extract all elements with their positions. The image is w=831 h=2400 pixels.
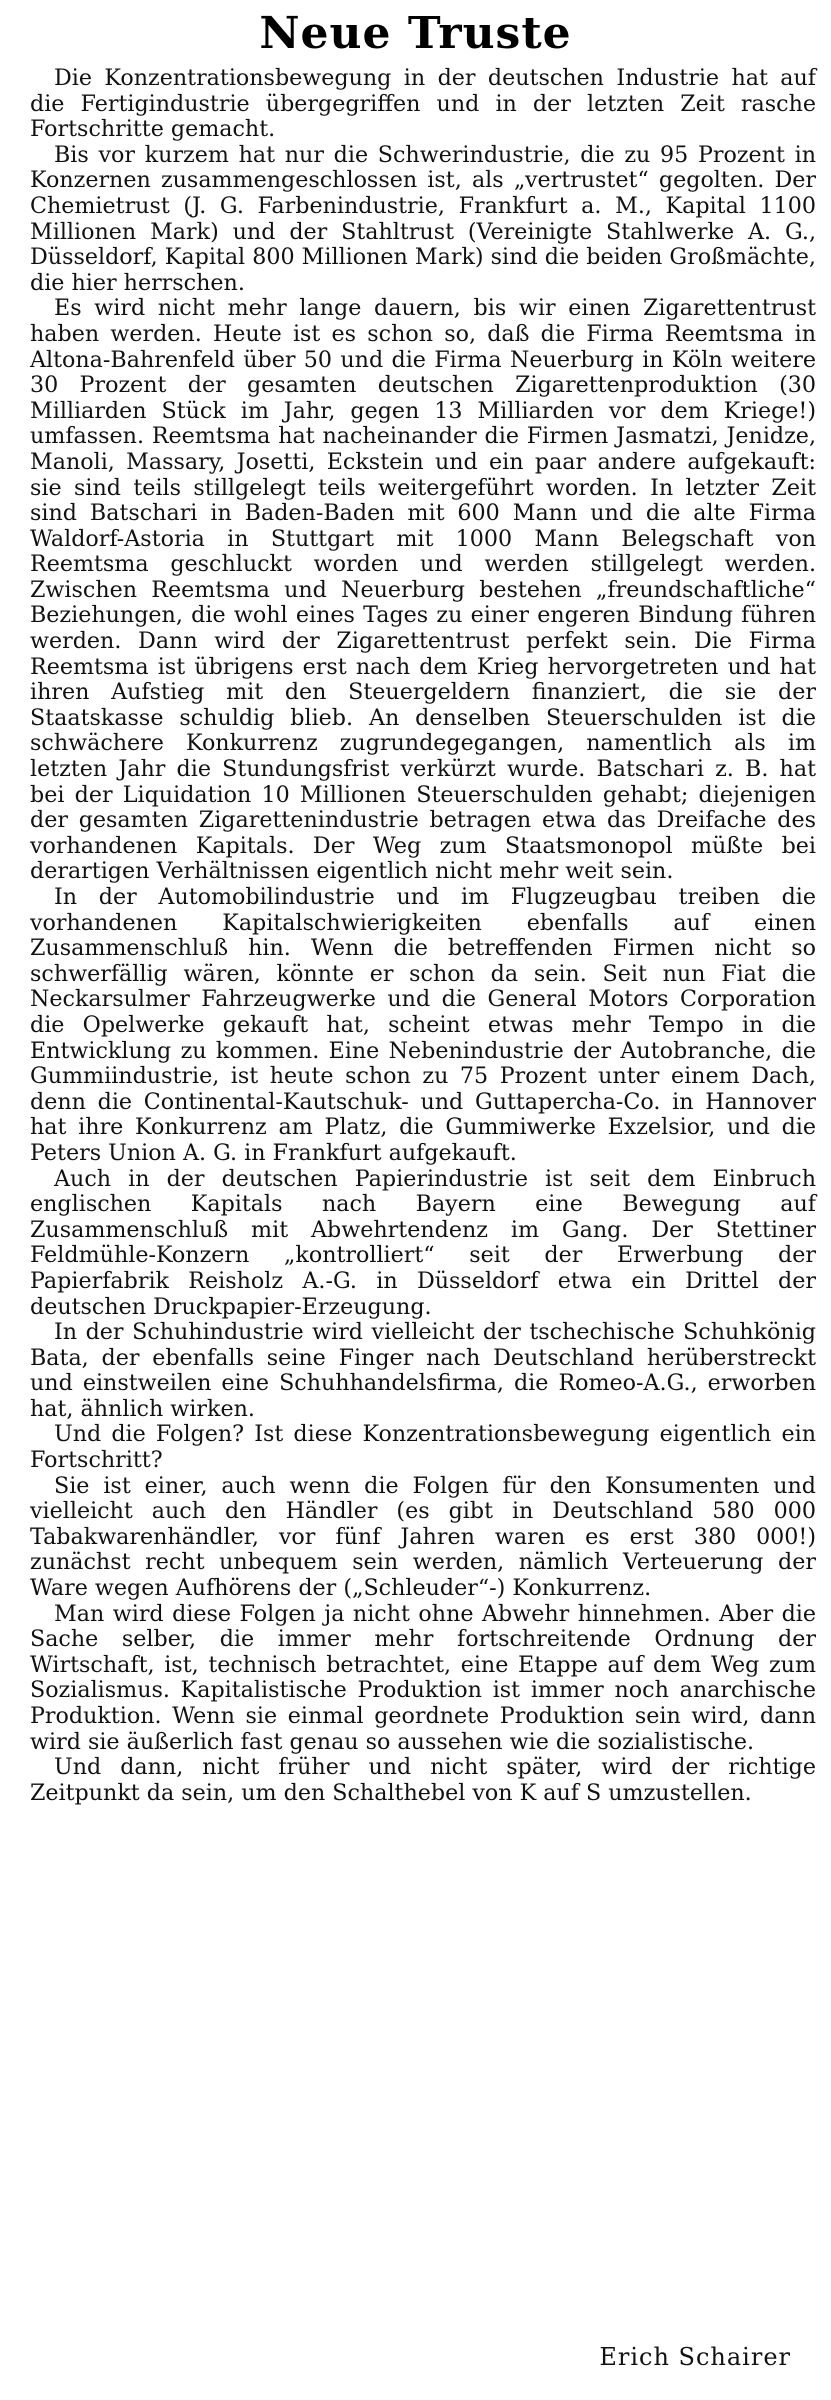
author-signature: Erich Schairer bbox=[599, 2343, 791, 2371]
paragraph: In der Automobilindustrie und im Flugzeugbau treiben die vorhandenen Kapitalschwierigkeiten ebenfalls auf einen Zusammenschluß hin. Wenn die betreffenden Firmen nicht so schwerfällig wären, könnte er schon da sein. Seit nun Fiat die Neckarsulmer Fahrzeugwerke und die General Motors Corporation die Opelwerke gekauft hat, scheint etwas mehr Tempo in die Entwicklung zu kommen. Eine Nebenindustrie der Autobranche, die Gummiindustrie, ist heute schon zu 75 Prozent unter einem Dach, denn die Continental-Kautschuk- und Guttapercha-Co. in Hannover hat ihre Konkurrenz am Platz, die Gummiwerke Exzelsior, und die Peters Union A. G. in Frankfurt aufgekauft. bbox=[30, 884, 816, 1166]
paragraph: In der Schuhindustrie wird vielleicht der tschechische Schuhkönig Bata, der ebenfalls seine Finger nach Deutschland herüberstreckt und einstweilen eine Schuhhandelsfirma, die Romeo-A.G., erworben hat, ähnlich wirken. bbox=[30, 1319, 816, 1422]
paragraph: Es wird nicht mehr lange dauern, bis wir einen Zigarettentrust haben werden. Heute ist es schon so, daß die Firma Reemtsma in Altona-Bahrenfeld über 50 und die Firma Neuerburg in Köln weitere 30 Prozent der gesamten deutschen Zigarettenproduktion (30 Milliarden Stück im Jahr, gegen 13 Milliarden vor dem Kriege!) umfassen. Reemtsma hat nacheinander die Firmen Jasmatzi, Jenidze, Manoli, Massary, Josetti, Eckstein und ein paar andere aufgekauft: sie sind teils stillgelegt teils weitergeführt worden. In letzter Zeit sind Batschari in Baden-Baden mit 600 Mann und die alte Firma Waldorf-Astoria in Stuttgart mit 1000 Mann Belegschaft von Reemtsma geschluckt worden und werden stillgelegt werden. Zwischen Reemtsma und Neuerburg bestehen „freundschaftliche“ Beziehungen, die wohl eines Tages zu einer engeren Bindung führen werden. Dann wird der Zigarettentrust perfekt sein. Die Firma Reemtsma ist übrigens erst nach dem Krieg hervorgetreten und hat ihren Aufstieg mit den Steuergeldern finanziert, die sie der Staatskasse schuldig blieb. An denselben Steuerschulden ist die schwächere Konkurrenz zugrundegegangen, namentlich als im letzten Jahr die Stundungsfrist verkürzt wurde. Batschari z. B. hat bei der Liquidation 10 Millionen Steuerschulden gehabt; diejenigen der gesamten Zigarettenindustrie betragen etwa das Dreifache des vorhandenen Kapitals. Der Weg zum Staatsmonopol müßte bei derartigen Verhältnissen eigentlich nicht mehr weit sein. bbox=[30, 295, 816, 885]
paragraph: Man wird diese Folgen ja nicht ohne Abwehr hinnehmen. Aber die Sache selber, die immer mehr fortschreitende Ordnung der Wirtschaft, ist, technisch betrachtet, eine Etappe auf dem Weg zum Sozialismus. Kapitalistische Produktion ist immer noch anarchische Produktion. Wenn sie einmal geordnete Produktion sein wird, dann wird sie äußerlich fast genau so aussehen wie die sozialistische. bbox=[30, 1600, 816, 1755]
paragraph: Bis vor kurzem hat nur die Schwerindustrie, die zu 95 Prozent in Konzernen zusammengeschlossen ist, als „vertrustet“ gegolten. Der Chemietrust (J. G. Farbenindustrie, Frankfurt a. M., Kapital 1100 Millionen Mark) und der Stahltrust (Vereinigte Stahlwerke A. G., Düsseldorf, Kapital 800 Millionen Mark) sind die beiden Großmächte, die hier herrschen. bbox=[30, 141, 816, 296]
paragraph: Und die Folgen? Ist diese Konzentrationsbewegung eigentlich ein Fortschritt? bbox=[30, 1421, 816, 1474]
paragraph: Die Konzentrationsbewegung in der deutschen Industrie hat auf die Fertigindustrie übergegriffen und in der letzten Zeit rasche Fortschritte gemacht. bbox=[30, 65, 816, 143]
paragraph: Und dann, nicht früher und nicht später, wird der richtige Zeitpunkt da sein, um den Schalthebel von K auf S umzustellen. bbox=[30, 1754, 816, 1806]
article-body bbox=[30, 66, 816, 1806]
paragraph: Auch in der deutschen Papierindustrie ist seit dem Einbruch englischen Kapitals nach Bayern eine Bewegung auf Zusammenschluß mit Abwehrtendenz im Gang. Der Stettiner Feldmühle-Konzern „kontrolliert“ seit der Erwerbung der Papierfabrik Reisholz A.-G. in Düsseldorf etwa ein Drittel der deutschen Druckpapier-Erzeugung. bbox=[30, 1165, 816, 1320]
paragraph: Sie ist einer, auch wenn die Folgen für den Konsumenten und vielleicht auch den Händler (es gibt in Deutschland 580 000 Tabakwarenhändler, vor fünf Jahren waren es erst 380 000!) zunächst recht unbequem sein werden, nämlich Verteuerung der Ware wegen Aufhörens der („Schleuder“-) Konkurrenz. bbox=[30, 1472, 816, 1602]
article-title: Neue Truste bbox=[259, 8, 572, 59]
